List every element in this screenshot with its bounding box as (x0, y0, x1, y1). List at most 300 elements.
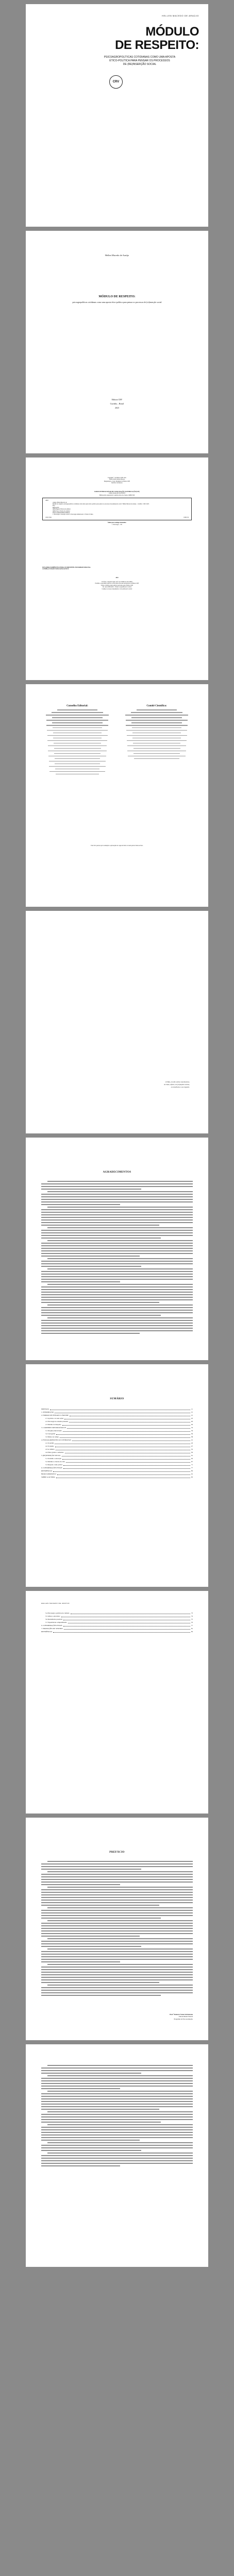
council-member-row (55, 764, 99, 765)
toc-entry-page: 22 (191, 1417, 193, 1419)
toc-entry-title: 4.3 A colheita (45, 1448, 55, 1450)
toc-leader-dots (63, 1618, 190, 1620)
council-member-row (49, 761, 106, 762)
council-member-row (131, 722, 182, 723)
text-line (41, 1882, 193, 1883)
text-line (41, 1982, 159, 1983)
paragraph (41, 1284, 193, 1303)
toc-entry-page: 77 (191, 1624, 193, 1626)
toc-entry-title: 2.1 A prisão e as suas ações (45, 1417, 64, 1419)
toc-entry-title: REFERÊNCIAS (41, 1631, 53, 1633)
text-line (41, 1992, 193, 1993)
text-line (41, 1943, 193, 1944)
toc-leader-dots (62, 1423, 190, 1426)
text-line (41, 1286, 193, 1287)
text-line (41, 1910, 193, 1911)
council-member-row (127, 745, 186, 747)
titlepage-city: Curitiba – Brasil (110, 402, 124, 405)
notice-line: CONHEÇA E BAIXE NOSSO APLICATIVO! (42, 568, 69, 570)
text-line (41, 1189, 141, 1190)
text-line (41, 1310, 193, 1311)
toc-entry-title: 1. INTRODUÇÃO (41, 1411, 54, 1413)
signature-line: Universidade Federal (178, 2015, 193, 2018)
toc-entry-page: 56 (191, 1451, 193, 1453)
council-member-row (126, 730, 187, 731)
paragraph (41, 2065, 193, 2074)
toc-entry-page: 95 (191, 1476, 193, 1478)
paragraph (41, 1240, 193, 1257)
text-line (41, 1928, 193, 1929)
toc-leader-dots (65, 1451, 190, 1453)
council-member-row (57, 709, 97, 710)
toc-list (41, 1408, 193, 1479)
text-line (41, 2137, 193, 2138)
council-right-title: Comitê Científico: (146, 705, 167, 707)
text-line (41, 1333, 140, 1334)
text-line (41, 1243, 193, 1244)
paragraph (41, 1887, 193, 1906)
text-line (41, 1232, 193, 1233)
text-line (41, 2160, 193, 2161)
titlepage-subtitle: psicoagropolíticas cotidianas como uma aposta ético-política para pensar os processos de (re)inserção social (72, 301, 162, 303)
text-line (47, 2111, 193, 2112)
text-line (41, 1194, 193, 1195)
text-line (41, 1874, 193, 1875)
council-member-row (127, 751, 186, 752)
text-line (41, 2165, 120, 2166)
acknowledgments-body (26, 1181, 208, 1335)
text-line (41, 2150, 141, 2151)
text-line (47, 1181, 193, 1182)
council-member-row (55, 769, 99, 770)
toc-entry-title: 5.6 Resistências possíveis (45, 1618, 63, 1620)
text-line (41, 1892, 193, 1893)
cover-page (26, 4, 208, 227)
text-line (41, 1271, 193, 1272)
text-line (41, 1186, 193, 1187)
text-line (41, 1930, 193, 1931)
paragraph (41, 1304, 193, 1316)
toc-entry-page: 11 (191, 1408, 193, 1410)
cip-cdu: CDU 159.9 (45, 516, 52, 518)
council-member-row (53, 738, 102, 739)
toc-leader-dots (63, 1466, 190, 1469)
text-line (41, 2070, 193, 2071)
preface-signature (170, 2013, 193, 2020)
text-line (41, 2127, 193, 2128)
toc-entry[interactable] (41, 1630, 193, 1633)
preface-body (26, 1861, 208, 1997)
cip-line: 1. Psicologia 2. Inserção social 3. Psicologia institucional. I. Título II. Série. (53, 514, 94, 516)
toc-entry-title: 5.4 Psicologia e políticas de cuidado (45, 1612, 70, 1614)
text-line (41, 1276, 193, 1277)
cip-org: Bibliotecária responsável: Luzenira Alves dos Santos CRB9/1506 (99, 494, 135, 496)
toc-leader-dots (55, 1442, 190, 1444)
text-line (41, 1253, 193, 1254)
cover-subtitle-line: ÉTICO-POLÍTICA PARA PENSAR OS PROCESSOS (109, 59, 170, 62)
toc-entry-page: 26 (191, 1420, 193, 1422)
text-line (41, 2104, 193, 2105)
text-line (47, 1191, 193, 1192)
text-line (41, 1936, 140, 1937)
text-line (47, 2091, 193, 2092)
toc-entry-title: 3.2 Cartografia (45, 1433, 56, 1435)
council-member-row (47, 730, 108, 731)
toc-entry-page: 33 (191, 1427, 193, 1429)
paragraph (41, 1258, 193, 1267)
text-line (41, 2147, 193, 2148)
text-line (41, 1201, 193, 1202)
toc-entry-title: 6. CONSIDERAÇÕES FINAIS (41, 1467, 62, 1469)
toc-entry-page: 67 (191, 1461, 193, 1463)
digital-notice (42, 567, 192, 570)
text-line (41, 1320, 193, 1321)
toc-entry-page: 21 (191, 1414, 193, 1416)
paragraph (41, 1191, 193, 1205)
toc-entry-title: 5.7 Experiências compartilhadas (45, 1621, 67, 1623)
text-line (47, 1938, 193, 1939)
legal-line: Todos os direitos desta edição reservados pela: Editora CRV (101, 584, 133, 586)
cip-box (42, 491, 192, 526)
text-line (41, 1225, 159, 1226)
text-line (41, 1266, 141, 1267)
toc-leader-dots (66, 1460, 190, 1463)
text-line (41, 1902, 193, 1903)
toc-leader-dots (62, 1454, 190, 1456)
text-line (41, 1250, 193, 1251)
toc-entry-page: 47 (191, 1445, 193, 1447)
toc-entry[interactable] (41, 1476, 193, 1479)
text-line (41, 1289, 193, 1290)
text-line (41, 2080, 193, 2081)
text-line (47, 1964, 193, 1965)
council-left-column (44, 705, 111, 776)
council-member-row (54, 748, 101, 749)
toc-entry-page: 61 (191, 1454, 193, 1456)
text-line (41, 2119, 193, 2120)
text-line (41, 1214, 193, 1215)
toc-entry-title: 6. CONSIDERAÇÕES FINAIS (41, 1624, 62, 1626)
toc-entry-page: 77 (191, 1467, 193, 1469)
toc-leader-dots (53, 1630, 190, 1633)
text-line (47, 1207, 193, 1208)
toc-entry-page: 74 (191, 1615, 193, 1617)
text-line (41, 1897, 193, 1898)
toc-entry-title: 5.1 Trabalho e educação (45, 1458, 61, 1460)
toc-leader-dots (63, 1429, 190, 1432)
text-line (41, 1209, 193, 1210)
toc-entry-page: 75 (191, 1618, 193, 1620)
text-line (41, 1315, 161, 1316)
paragraph (41, 1207, 193, 1226)
cover-header-author: HELLEN MACEDO DE ARAÚJO (162, 14, 199, 17)
toc-leader-dots (67, 1426, 190, 1429)
council-right-list (123, 709, 190, 759)
text-line (41, 1302, 159, 1303)
council-columns (44, 705, 190, 776)
paragraph (41, 2124, 193, 2141)
signature-line: Prof.ª Doutora Nome Sobrenome (170, 2013, 193, 2015)
toc-entry-page: 29 (191, 1423, 193, 1426)
paragraph (41, 2091, 193, 2110)
council-left-list (44, 709, 111, 774)
toc-leader-dots (64, 1627, 190, 1630)
text-line (41, 1307, 193, 1308)
cip-line: 96 p. (53, 505, 56, 507)
text-line (41, 1915, 193, 1916)
text-line (41, 2116, 193, 2117)
text-line (41, 1884, 120, 1885)
council-member-row (132, 733, 181, 734)
text-line (41, 1879, 193, 1880)
paragraph (41, 1948, 193, 1962)
council-member-row (47, 740, 107, 741)
council-member-row (125, 715, 188, 716)
toc-leader-dots (63, 1463, 190, 1466)
paragraph (41, 1227, 193, 1239)
text-line (41, 1222, 193, 1223)
acknowledgments-page (26, 1138, 208, 1360)
cip-line: Araújo, Hellen Macedo de (53, 501, 67, 503)
toc-leader-dots (71, 1612, 190, 1614)
text-line (41, 1212, 193, 1213)
paragraph (41, 1181, 193, 1190)
text-line (41, 1956, 193, 1957)
text-line (41, 1866, 193, 1867)
text-line (47, 2142, 193, 2143)
council-member-row (126, 725, 188, 726)
text-line (41, 1312, 193, 1313)
text-line (41, 2088, 120, 2089)
text-line (41, 2158, 193, 2159)
council-member-row (47, 735, 108, 736)
text-line (41, 2073, 141, 2074)
paragraph (41, 2142, 193, 2151)
cip-line: Módulo de respeito: psicoagropolíticas cotidianas como uma aposta ético-política para pensar os processos de (re)inserção social / Hellen Macedo de Araújo – Curitiba : CRV, 2023. (53, 503, 149, 505)
council-member-row (53, 727, 102, 728)
text-line (47, 1268, 193, 1269)
text-line (41, 1959, 193, 1960)
text-line (41, 2098, 193, 2099)
toc-leader-dots (60, 1435, 190, 1438)
toc-entry-title: 4. PSICOAGROPOLÍTICAS COTIDIANAS (41, 1439, 71, 1441)
cover-subtitle (80, 56, 199, 66)
text-line (41, 1900, 193, 1901)
toc-leader-dots (56, 1432, 190, 1435)
council-member-row (48, 751, 106, 752)
council-member-row (48, 756, 106, 757)
text-line (41, 1969, 193, 1970)
dedication-page (26, 911, 208, 1133)
toc-entry-title: 5. (RE)INSERÇÃO SOCIAL (41, 1454, 61, 1456)
text-line (47, 2075, 193, 2076)
text-line (41, 2114, 193, 2115)
text-line (41, 1328, 193, 1329)
title-page (26, 231, 208, 453)
text-line (41, 2093, 193, 2094)
text-line (41, 1967, 193, 1968)
text-line (47, 1920, 193, 1921)
council-member-row (52, 717, 103, 718)
text-line (47, 2124, 193, 2125)
index-title: Índice para catálogo sistemático (108, 522, 126, 524)
text-line (41, 1245, 193, 1246)
text-line (41, 1199, 193, 1200)
text-line (41, 1217, 193, 1218)
toc-entry-title: 2. FORMAS DE PENSAR O CÁRCERE (41, 1414, 69, 1416)
text-line (41, 1974, 193, 1975)
cip-card (42, 498, 192, 520)
council-page (26, 684, 208, 907)
chapter-page (26, 2044, 208, 2267)
council-member-row (49, 771, 105, 772)
text-line (41, 2129, 193, 2130)
toc-entry-page: 73 (191, 1612, 193, 1614)
toc-entry-page: 38 (191, 1436, 193, 1438)
paragraph (41, 2153, 193, 2166)
dedication-block (164, 1081, 190, 1088)
toc-entry-title: PREFÁCIO (41, 1408, 49, 1410)
text-line (41, 2078, 193, 2079)
cover-subtitle-line: DE (RE)INSERÇÃO SOCIAL (123, 63, 157, 66)
text-line (41, 1230, 193, 1231)
toc-entry-title: 5.2 Módulos e modos de vida (45, 1461, 65, 1463)
copyright-line: Copyright © da Editora CRV Ltda. (107, 477, 127, 479)
text-line (41, 1248, 193, 1249)
toc-entry-page: 41 (191, 1439, 193, 1441)
text-line (41, 1292, 193, 1293)
council-member-row (54, 753, 101, 754)
toc-leader-dots (55, 1445, 190, 1447)
text-line (41, 1923, 193, 1924)
paragraph (41, 1938, 193, 1947)
preface-page (26, 1818, 208, 2040)
text-line (41, 2122, 161, 2123)
copyright-line: Revisão: Os Autores (111, 482, 123, 484)
toc-leader-dots (56, 1448, 190, 1450)
text-line (47, 1907, 193, 1908)
paragraph (41, 1907, 193, 1919)
text-line (41, 1294, 193, 1295)
text-line (47, 1985, 193, 1986)
text-line (41, 2101, 193, 2102)
toc-leader-dots (64, 1417, 190, 1419)
text-line (41, 2145, 193, 2146)
text-line (47, 1258, 193, 1259)
text-line (47, 1887, 193, 1888)
text-line (41, 1987, 193, 1988)
toc-entry-title: REFERÊNCIAS (41, 1470, 53, 1472)
cip-title: DADOS INTERNACIONAIS DE CATALOGAÇÃO NA PUBLICAÇÃO (CIP) (94, 491, 140, 493)
council-member-row (55, 758, 100, 759)
toc-entry-title: 3.3 Diário de campo (45, 1436, 59, 1438)
text-line (41, 1263, 193, 1264)
toc-page (26, 1364, 208, 1587)
council-member-row (134, 758, 179, 759)
toc-leader-dots (68, 1621, 190, 1623)
text-line (41, 2096, 193, 2097)
text-line (41, 2140, 140, 2141)
dedication-line: às lutas, afetos, às (re)lações outras, (164, 1083, 190, 1086)
toc-leader-dots (56, 1476, 190, 1478)
text-line (41, 1863, 193, 1865)
text-line (47, 1304, 193, 1306)
text-line (41, 1961, 120, 1962)
toc-leader-dots (72, 1438, 190, 1441)
paragraph (41, 1871, 193, 1885)
text-line (47, 1284, 193, 1285)
toc-title: SUMÁRIO (110, 1397, 124, 1400)
text-line (41, 1894, 193, 1895)
toc-entry-page: 81 (191, 1628, 193, 1630)
toc-entry-title: 4.2 O plantio (45, 1445, 54, 1447)
toc-entry-title: 3.1 Pesquisa-intervenção (45, 1430, 62, 1432)
text-line (41, 1235, 193, 1236)
cover-title-line1: MÓDULO (145, 25, 199, 39)
legal-line: Foi feito o depósito legal conf. Lei 10.994 de 14/12/2004 (102, 581, 132, 583)
cip-line: A663 (45, 500, 48, 502)
toc-entry-page: 71 (191, 1464, 193, 1466)
council-member-row (52, 712, 103, 713)
council-member-row (127, 740, 187, 741)
paragraph (41, 1985, 193, 1996)
copyright-year: 2023 (115, 577, 119, 579)
council-member-row (54, 743, 101, 744)
text-line (41, 1925, 193, 1926)
text-line (41, 1183, 193, 1184)
toc-entry-page: 52 (191, 1448, 193, 1450)
cip-line: ISBN Digital 978-65-251-0000-0 (53, 509, 71, 511)
text-line (41, 1219, 193, 1221)
notice-line: ESTA OBRA TAMBÉM ENCONTRA-SE DISPONÍVEL EM FORMATO DIGITAL. (42, 567, 91, 568)
council-member-row (46, 725, 108, 726)
toc-entry-page: 15 (191, 1411, 193, 1413)
council-member-row (132, 738, 181, 739)
text-line (41, 1325, 193, 1326)
text-line (41, 2083, 193, 2084)
paragraph (41, 1268, 193, 1282)
copyright-line: Editor-chefe: Railson Moura (109, 479, 125, 481)
cip-cdd: CDD 150 (183, 516, 189, 518)
text-line (41, 1196, 193, 1197)
titlepage-author: Hellen Macedo de Araújo (105, 254, 129, 257)
text-line (41, 1330, 193, 1331)
council-member-row (131, 712, 182, 713)
toc-entry-title: SOBRE A AUTORA (41, 1476, 55, 1478)
toc-entry-page: 83 (191, 1470, 193, 1472)
council-member-row (133, 743, 180, 744)
copyright-page (26, 457, 208, 680)
toc-leader-dots (57, 1472, 190, 1475)
toc-entry-page: 36 (191, 1433, 193, 1435)
text-line (41, 1297, 193, 1298)
text-line (47, 2065, 193, 2066)
text-line (41, 1995, 161, 1996)
text-line (41, 1941, 193, 1942)
council-member-row (56, 774, 99, 775)
cip-line: DOI 10.24824/978652510000.0 (53, 512, 70, 514)
council-member-row (127, 735, 187, 736)
toc-entry-page: 34 (191, 1430, 193, 1432)
toc2-header-author: HELLEN MACEDO DE ARAÚJO (41, 1602, 70, 1604)
titlepage-publisher: Editora CRV (111, 398, 123, 401)
toc-entry-title: 2.3 Módulo de Respeito (45, 1423, 61, 1426)
text-line (41, 1918, 161, 1919)
toc-leader-dots (53, 1469, 190, 1472)
paragraph (41, 1920, 193, 1937)
legal-line: Proibida a reprodução parcial ou total desta obra sem autorização da Editora CRV (95, 583, 139, 585)
preface-title: PREFÁCIO (109, 1851, 125, 1854)
